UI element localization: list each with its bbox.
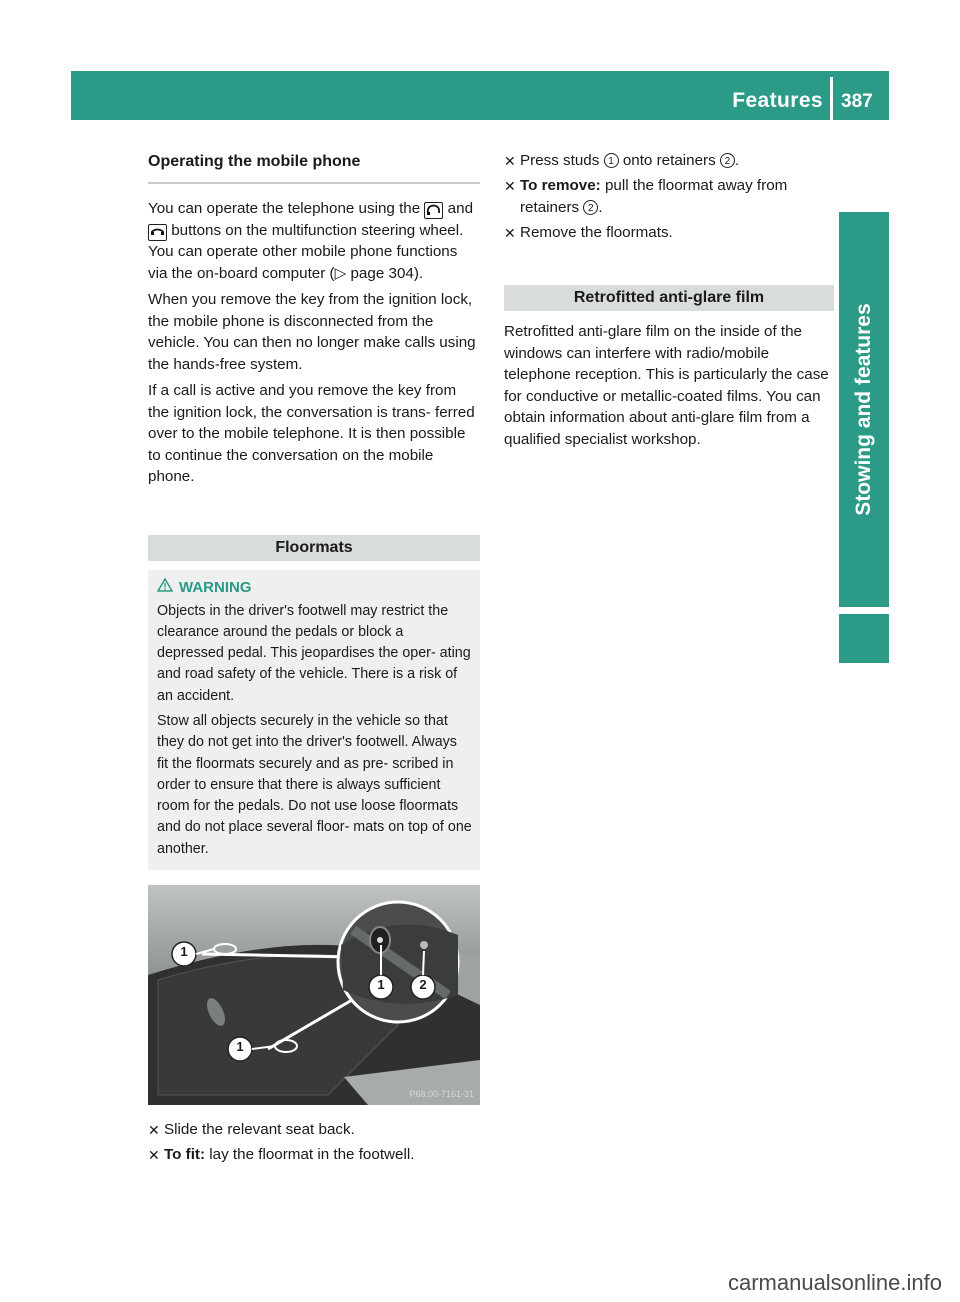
callout-number-2: 2 <box>583 200 598 215</box>
left-column <box>148 150 480 1169</box>
step-to-fit <box>148 1144 480 1166</box>
heading-anti-glare-film: Retrofitted anti-glare film <box>504 285 834 311</box>
step-slide-seat <box>148 1119 480 1141</box>
page-reference: (▷ page 304). <box>329 264 424 282</box>
step-text: onto retainers <box>622 152 716 169</box>
callout-number-2: 2 <box>720 153 735 168</box>
header-divider <box>830 77 833 120</box>
chapter-tab <box>839 212 889 607</box>
phone-paragraph-1 <box>148 198 480 284</box>
step-to-remove: ✕ To remove: pull the floormat away from retainers 2 . <box>504 177 788 216</box>
callout-number-1: 1 <box>604 153 619 168</box>
floormat-photo <box>148 885 480 1105</box>
film-paragraph: Retrofitted anti-glare film on the inside of the windows can interfere with radio/mobile telephone reception. This is particularly the case for conductive or metallic-coated films. You can obtain information about anti-glare film from a qualified specialist workshop. <box>504 323 829 448</box>
step-label: To remove: <box>520 177 601 194</box>
warning-label: WARNING <box>179 578 252 596</box>
page-header <box>71 71 889 120</box>
chapter-tab-label: Stowing and features <box>852 303 875 516</box>
step-label: To fit: <box>164 1146 206 1164</box>
phone-text-a: You can operate the telephone using the <box>148 200 421 217</box>
step-text: Remove the floormats. <box>520 224 673 241</box>
page-number: 387 <box>841 91 873 112</box>
step-remove-floormats <box>504 222 834 244</box>
step-text: pull the floormat away from retainers <box>520 177 788 216</box>
warning-triangle-icon <box>157 578 179 598</box>
step-arrow-icon: ✕ <box>504 178 516 194</box>
step-arrow-icon: ✕ <box>504 225 516 241</box>
right-column <box>504 150 834 455</box>
heading-floormats: Floormats <box>148 535 480 561</box>
callout-1-c: 1 <box>377 977 385 993</box>
step-arrow-icon: ✕ <box>148 1147 160 1164</box>
step-text: Press studs <box>520 152 600 169</box>
warning-paragraph-2: Stow all objects securely in the vehicle so that they do not get into the driver's footwell. Always fit the floormats securely and as pre- scribed in order to ensure that there is always sufficient room for the pedals. Do not use loose floormats and do not place several floor- mats on top of one another. <box>157 712 472 857</box>
phone-paragraph-2: When you remove the key from the ignition lock, the mobile phone is disconnected from the vehicle. You can then no longer make calls using the hands-free system. <box>148 291 476 373</box>
warning-box <box>148 570 480 871</box>
callout-2: 2 <box>419 977 427 993</box>
callout-1-a: 1 <box>180 944 188 960</box>
answer-call-icon <box>424 202 443 219</box>
figure-code: P68.00-7161-31 <box>409 1089 474 1100</box>
chapter-marker <box>839 614 889 663</box>
warning-heading <box>157 578 472 598</box>
phone-paragraph-3: If a call is active and you remove the key from the ignition lock, the conversation is trans- ferred over to the mobile telephone. It is then possible to continue the conversation on the mobile phone. <box>148 382 475 485</box>
step-arrow-icon: ✕ <box>148 1122 160 1139</box>
step-press-studs: ✕ Press studs 1 onto retainers 2 . <box>504 150 834 172</box>
heading-mobile-phone: Operating the mobile phone <box>148 150 480 184</box>
callout-1-b: 1 <box>236 1039 244 1055</box>
section-title: Features <box>732 89 823 112</box>
end-call-icon <box>148 224 167 241</box>
step-arrow-icon: ✕ <box>504 153 516 169</box>
phone-text-b: buttons on the multifunction steering wheel. You can operate other mobile phone functions via the on-board computer <box>148 221 464 282</box>
watermark: carmanualsonline.info <box>727 1270 942 1295</box>
warning-paragraph-1: Objects in the driver's footwell may restrict the clearance around the pedals or block a depressed pedal. This jeopardises the oper- ating and road safety of the vehicle. There is a risk of an accident. <box>157 602 471 704</box>
step-text: lay the floormat in the footwell. <box>209 1146 415 1164</box>
phone-text-and: and <box>447 200 474 217</box>
step-text: Slide the relevant seat back. <box>164 1121 355 1139</box>
